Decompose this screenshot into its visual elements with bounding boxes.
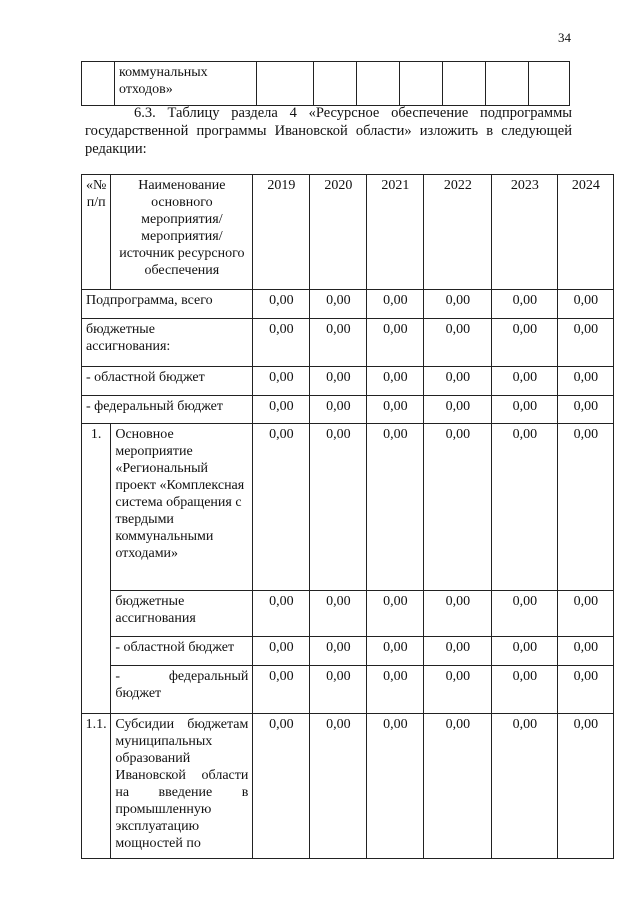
row-value: 0,00 — [253, 666, 310, 714]
row-value: 0,00 — [367, 290, 424, 319]
row-value: 0,00 — [558, 290, 614, 319]
header-year: 2019 — [253, 175, 310, 290]
table-row — [82, 319, 614, 367]
continued-table — [81, 61, 570, 106]
row-value: 0,00 — [310, 591, 367, 637]
row-name: бюджетные ассигнования — [111, 591, 253, 637]
row-value: 0,00 — [310, 290, 367, 319]
resource-table — [81, 174, 614, 859]
row-value: 0,00 — [367, 319, 424, 367]
top-empty-cell — [357, 62, 400, 106]
row-value: 0,00 — [424, 290, 492, 319]
row-value: 0,00 — [424, 319, 492, 367]
row-value: 0,00 — [310, 666, 367, 714]
table-row — [82, 367, 614, 396]
row-name — [111, 666, 253, 714]
row-value: 0,00 — [492, 319, 558, 367]
row-value: 0,00 — [492, 367, 558, 396]
row-value: 0,00 — [253, 367, 310, 396]
row-value: 0,00 — [310, 637, 367, 666]
header-name: Наименование основного мероприятия/ мероприятия/ источник ресурсного обеспечения — [111, 175, 253, 290]
paragraph-text: 6.3. Таблицу раздела 4 «Ресурсное обеспечение подпрограммы государственной программы Ивановской области» изложить в следующей редакции: — [85, 105, 572, 157]
row-name — [82, 319, 253, 367]
table-row — [82, 424, 614, 591]
row-name: Подпрограмма, всего — [82, 290, 253, 319]
row-value: 0,00 — [253, 591, 310, 637]
row-value: 0,00 — [492, 396, 558, 424]
row-value: 0,00 — [492, 290, 558, 319]
row-value: 0,00 — [424, 396, 492, 424]
row-name — [111, 714, 253, 859]
row-value: 0,00 — [424, 591, 492, 637]
row-value: 0,00 — [253, 396, 310, 424]
row-value: 0,00 — [424, 666, 492, 714]
top-name-cell: коммунальных отходов» — [115, 62, 257, 106]
row-value: 0,00 — [310, 367, 367, 396]
top-empty-cell — [529, 62, 570, 106]
top-empty-cell — [443, 62, 486, 106]
row-value: 0,00 — [558, 367, 614, 396]
top-num-cell — [82, 62, 115, 106]
table-row — [82, 714, 614, 859]
row-value: 0,00 — [310, 714, 367, 859]
row-value: 0,00 — [253, 319, 310, 367]
row-value: 0,00 — [558, 666, 614, 714]
row-value: 0,00 — [424, 367, 492, 396]
row-name-text: - федеральный бюджет — [115, 669, 249, 701]
row-value: 0,00 — [367, 367, 424, 396]
row-num: 1.1. — [82, 714, 111, 859]
row-name: - областной бюджет — [82, 367, 253, 396]
row-value: 0,00 — [492, 666, 558, 714]
row-value: 0,00 — [367, 424, 424, 591]
table-row — [82, 396, 614, 424]
row-name: - областной бюджет — [111, 637, 253, 666]
row-value: 0,00 — [558, 591, 614, 637]
top-empty-cell — [486, 62, 529, 106]
row-value: 0,00 — [424, 424, 492, 591]
row-value: 0,00 — [310, 424, 367, 591]
table-row — [82, 666, 614, 714]
row-value: 0,00 — [367, 396, 424, 424]
row-value: 0,00 — [367, 714, 424, 859]
row-value: 0,00 — [367, 637, 424, 666]
row-value: 0,00 — [558, 424, 614, 591]
row-value: 0,00 — [492, 591, 558, 637]
row-value: 0,00 — [424, 637, 492, 666]
row-num: 1. — [82, 424, 111, 714]
header-row — [82, 175, 614, 290]
row-value: 0,00 — [367, 666, 424, 714]
row-value: 0,00 — [492, 424, 558, 591]
header-year: 2023 — [492, 175, 558, 290]
table-row — [82, 637, 614, 666]
table-row — [82, 290, 614, 319]
header-year: 2024 — [558, 175, 614, 290]
row-name: Основное мероприятие «Региональный проект «Комплексная система обращения с твердыми коммунальными отходами» — [111, 424, 253, 591]
header-num: «№ п/п — [82, 175, 111, 290]
amendment-paragraph — [85, 104, 572, 158]
row-value: 0,00 — [253, 290, 310, 319]
top-empty-cell — [400, 62, 443, 106]
row-value: 0,00 — [492, 637, 558, 666]
page-number: 34 — [558, 30, 571, 45]
row-name: - федеральный бюджет — [82, 396, 253, 424]
row-value: 0,00 — [558, 637, 614, 666]
table-row — [82, 591, 614, 637]
header-year: 2020 — [310, 175, 367, 290]
top-empty-cell — [314, 62, 357, 106]
header-year: 2021 — [367, 175, 424, 290]
row-value: 0,00 — [310, 396, 367, 424]
header-year: 2022 — [424, 175, 492, 290]
top-empty-cell — [257, 62, 314, 106]
row-value: 0,00 — [558, 396, 614, 424]
row-value: 0,00 — [253, 714, 310, 859]
row-name-text: бюджетные ассигнования: — [86, 322, 171, 354]
row-value: 0,00 — [558, 714, 614, 859]
row-value: 0,00 — [492, 714, 558, 859]
row-value: 0,00 — [367, 591, 424, 637]
row-value: 0,00 — [424, 714, 492, 859]
row-name-text: Субсидии бюджетам муниципальных образований Ивановской области на введение в промышленную эксплуатацию мощностей по — [115, 717, 249, 851]
row-value: 0,00 — [253, 637, 310, 666]
row-value: 0,00 — [558, 319, 614, 367]
row-value: 0,00 — [253, 424, 310, 591]
row-value: 0,00 — [310, 319, 367, 367]
